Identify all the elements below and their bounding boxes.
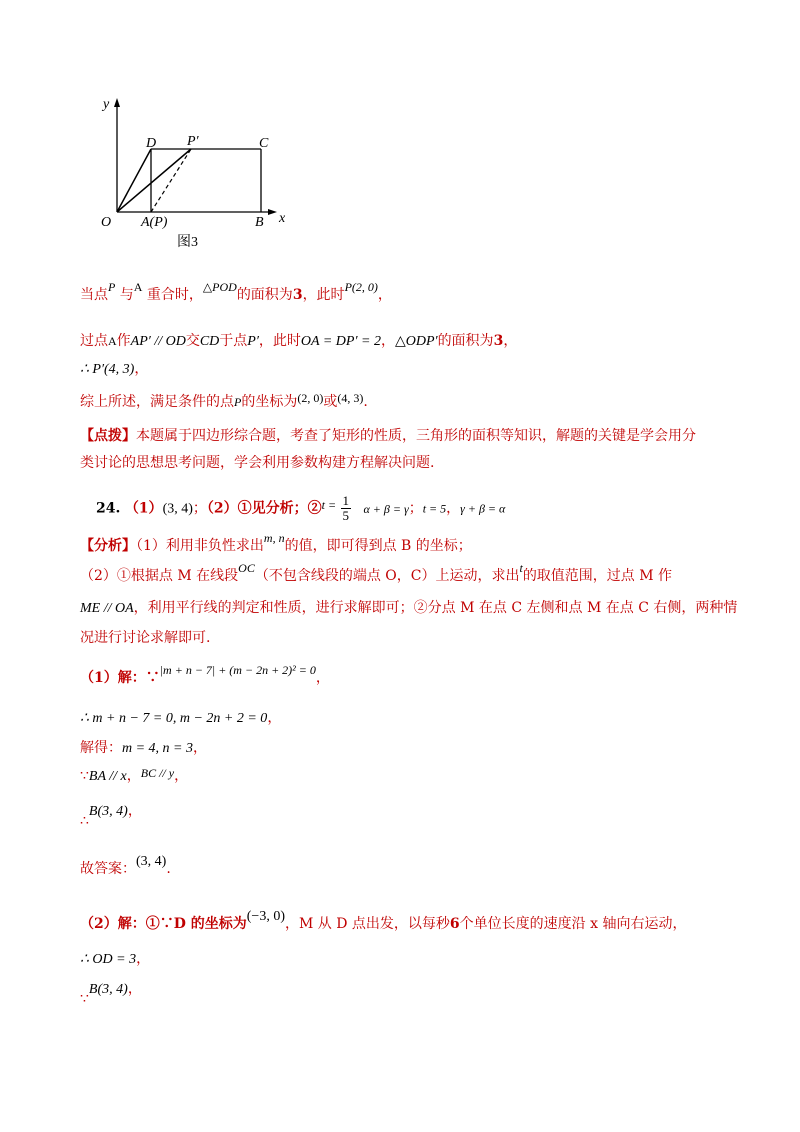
math: m, n (263, 531, 285, 545)
text: 解得： (80, 740, 122, 756)
text: . (166, 861, 171, 877)
analysis-line-3 (80, 597, 737, 617)
math: OA = DP′ = 2 (300, 334, 381, 349)
text: 过点 (80, 333, 108, 349)
solution-1-line-2 (80, 707, 281, 727)
text: 况进行讨论求解即可. (80, 630, 211, 646)
text: 重合时， (146, 287, 203, 303)
text: 3 (292, 287, 303, 303)
math: OC (238, 561, 255, 575)
label-a-p: A(P) (141, 215, 168, 230)
text: （1）利用非负性求出 (136, 538, 264, 554)
y-axis-arrow (114, 98, 120, 107)
label-p-prime: P′ (187, 134, 199, 149)
solution-1-line-6 (80, 850, 171, 877)
text: ， (174, 768, 189, 784)
text: 于点 (219, 333, 248, 349)
text: ； (408, 500, 423, 517)
text: 的值，即可得到点 B 的坐标； (284, 538, 472, 554)
segment-od (117, 149, 151, 212)
text: （2）解：①∵D 的坐标为 (80, 916, 247, 932)
math: BC // y (140, 766, 175, 780)
text: （2）①根据点 M 在线段 (80, 568, 239, 584)
text: ， (127, 981, 142, 997)
math: α + β = γ (363, 501, 409, 516)
solution-2-line-3 (80, 978, 142, 1007)
label-x: x (279, 211, 286, 226)
text: 的面积为 (236, 287, 293, 303)
text: ， (193, 740, 208, 756)
math: CD (199, 334, 220, 349)
text: （1）解：∵ (80, 670, 160, 686)
text: 作 (116, 333, 131, 349)
math: △POD (202, 280, 237, 294)
math: |m + n − 7| + (m − 2n + 2)² = 0 (159, 663, 316, 677)
math: ∴ OD = 3 (80, 952, 137, 967)
math: (4, 3) (337, 391, 364, 405)
text: 综上所述，满足条件的点 (80, 394, 234, 410)
text: ， (127, 803, 142, 819)
label-y: y (103, 97, 110, 112)
math: AP′ // OD (130, 334, 186, 349)
solution-2-line-1 (80, 905, 687, 932)
analysis-line-1 (80, 531, 472, 555)
text: 6 (449, 916, 460, 932)
math: γ + β = α (460, 501, 506, 516)
math: BA // x (88, 769, 127, 784)
text: （1） (124, 500, 163, 517)
text: ，此时 (302, 287, 345, 303)
text: ，此时 (258, 333, 301, 349)
fraction-denominator: 5 (342, 508, 350, 523)
text-line-1 (80, 280, 392, 304)
text: ∵ (80, 991, 89, 1007)
text: 的坐标为 (241, 394, 298, 410)
segment-op-prime (117, 149, 191, 212)
solution-2-line-2 (80, 948, 150, 968)
text: 故答案： (80, 861, 136, 877)
label-b: B (255, 215, 264, 230)
text: 个单位长度的速度沿 x 轴向右运动， (459, 916, 687, 932)
fraction-numerator: 1 (342, 493, 350, 508)
x-axis-arrow (268, 209, 277, 215)
label-c: C (259, 136, 269, 151)
text: ， (315, 670, 330, 686)
math: ∴ m + n − 7 = 0, m − 2n + 2 = 0 (80, 711, 268, 726)
figure-3 (95, 92, 305, 262)
tip-text: 本题属于四边形综合题，考查了矩形的性质，三角形的面积等知识，解题的关键是学会用分 (136, 428, 696, 444)
math: ME // OA (80, 601, 134, 616)
math: (3, 4) (162, 501, 193, 517)
math: A (108, 334, 117, 348)
solution-1-line-5 (80, 800, 142, 829)
tip-label: 【点拨】 (80, 428, 136, 444)
text: ，利用平行线的判定和性质，进行求解即可；②分点 M 在点 C 左侧和点 M 在点 C 右侧，两种情 (133, 600, 738, 616)
text: ， (134, 361, 149, 377)
text: ， (377, 287, 392, 303)
analysis-line-4 (80, 627, 210, 647)
solution-1-line-3 (80, 737, 207, 757)
solution-1-line-1 (80, 663, 330, 687)
math: ∴ P′(4, 3) (80, 362, 135, 377)
text: 当点 (80, 287, 108, 303)
text: . (363, 394, 368, 410)
figure-caption: 图3 (177, 235, 198, 250)
math: t = (321, 497, 337, 512)
text: ，M 从 D 点出发，以每秒 (285, 916, 450, 932)
math: B(3, 4) (88, 982, 128, 997)
text: ∵ (80, 768, 89, 784)
text: ， (446, 500, 461, 517)
math: (3, 4) (136, 854, 167, 869)
text: 交 (185, 333, 200, 349)
segment-ap-prime-dashed (151, 149, 191, 212)
text: ， (380, 333, 395, 349)
label-o: O (101, 215, 112, 230)
text: 的面积为 (437, 333, 494, 349)
math: (2, 0) (297, 391, 324, 405)
text: ， (136, 951, 151, 967)
text-line-3 (80, 358, 148, 378)
math: △ODP′ (394, 334, 438, 349)
question-24-answer (96, 494, 505, 523)
solution-1-line-4 (80, 765, 188, 785)
math: t (519, 561, 523, 575)
tip-line-1 (80, 425, 696, 445)
text-line-2 (80, 330, 517, 350)
text-line-4 (80, 391, 368, 411)
text: ∴ (80, 813, 89, 829)
question-number: 24. (96, 500, 121, 517)
math: P′ (247, 334, 259, 349)
text: 的取值范围，过点 M 作 (522, 568, 673, 584)
math: t = 5 (422, 501, 447, 516)
math: B(3, 4) (88, 804, 128, 819)
tip-text: 类讨论的思想思考问题，学会利用参数构建方程解决问题. (80, 455, 435, 471)
label-d: D (146, 136, 157, 151)
math: P (108, 280, 116, 294)
analysis-line-2 (80, 561, 673, 585)
text: ， (267, 710, 282, 726)
analysis-label: 【分析】 (80, 538, 136, 554)
math: P(2, 0) (344, 280, 378, 294)
math: P (234, 395, 242, 409)
math: m = 4, n = 3 (122, 741, 194, 756)
math: A (133, 280, 143, 294)
text: ， (126, 768, 141, 784)
text: 与 (119, 287, 134, 303)
text: （2）①见分析；② (206, 500, 322, 517)
text: 3 (493, 333, 504, 349)
math: (−3, 0) (246, 909, 285, 924)
text: ； (192, 500, 207, 517)
tip-line-2 (80, 452, 434, 472)
text: （不包含线段的端点 O，C）上运动，求出 (254, 568, 520, 584)
text: ， (503, 333, 518, 349)
fraction (341, 494, 352, 523)
text: 或 (323, 394, 338, 410)
